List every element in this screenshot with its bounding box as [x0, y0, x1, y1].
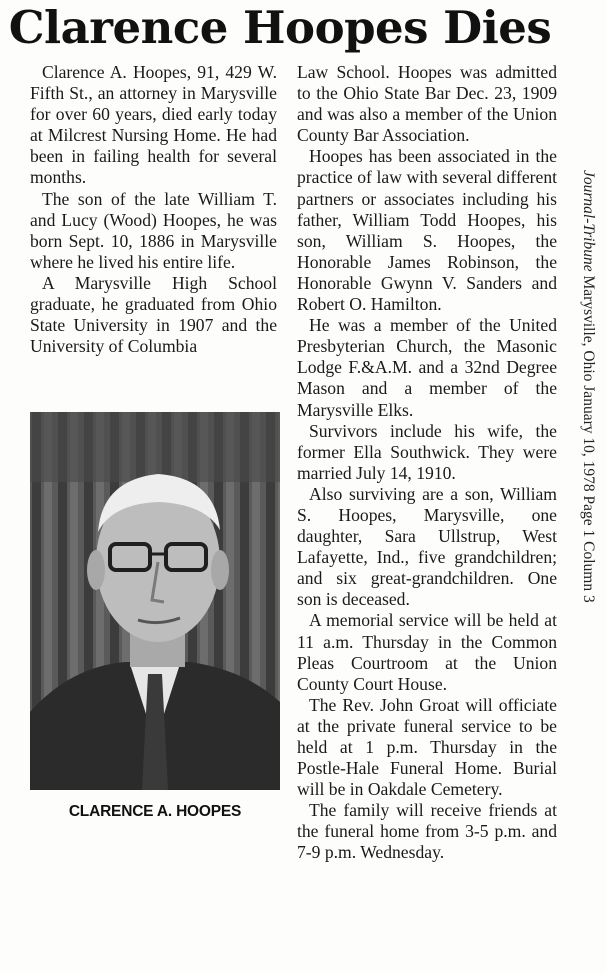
paragraph: Also surviving are a son, William S. Hoopes, Marysville, one daughter, Sara Ullstrup, West Lafayette, Ind., five grandchildren; and six great-grandchildren. One son is deceased.	[297, 483, 557, 610]
photo-caption: CLARENCE A. HOOPES	[68, 803, 242, 820]
paragraph-continued: Law School. Hoopes was admitted to the Ohio State Bar Dec. 23, 1909 and was also a member of the Union County Bar Association.	[297, 62, 557, 146]
paragraph: The Rev. John Groat will officiate at the private funeral service to be held at 1 p.m. Thursday in the Postle-Hale Funeral Home. Burial will be in Oakdale Cemetery.	[297, 694, 557, 800]
article-column-right	[297, 62, 557, 864]
paragraph: A Marysville High School graduate, he graduated from Ohio State University in 1907 and the University of Columbia	[30, 272, 277, 357]
paragraph: The son of the late William T. and Lucy (Wood) Hoopes, he was born Sept. 10, 1886 in Marysville where he lived his entire life.	[30, 188, 277, 272]
paragraph: Clarence A. Hoopes, 91, 429 W. Fifth St., an attorney in Marysville for over 60 years, died early today at Milcrest Nursing Home. He had been in failing health for several months.	[30, 62, 277, 188]
article-column-left	[30, 62, 277, 357]
paragraph: The family will receive friends at the funeral home from 3-5 p.m. and 7-9 p.m. Wednesday.	[297, 800, 557, 863]
paragraph: Hoopes has been associated in the practice of law with several different partners or associates including his father, William Todd Hoopes, his son, William S. Hoopes, the Honorable James Robinson, the Honorable Gwynn V. Sanders and Robert O. Hamilton.	[297, 146, 557, 315]
source-note	[577, 170, 601, 870]
portrait-photo	[30, 412, 280, 790]
headline: Clarence Hoopes Dies	[8, 1, 552, 54]
source-publication: Journal-Tribune	[580, 170, 597, 272]
paragraph: A memorial service will be held at 11 a.m. Thursday in the Common Pleas Courtroom at the Union County Court House.	[297, 610, 557, 694]
source-details: Marysville, Ohio January 10, 1978 Page 1 Column 3	[580, 271, 597, 603]
paragraph: Survivors include his wife, the former Ella Southwick. They were married July 14, 1910.	[297, 420, 557, 483]
paragraph: He was a member of the United Presbyterian Church, the Masonic Lodge F.&A.M. and a 32nd Degree Mason and a member of the Marysville Elks.	[297, 315, 557, 420]
